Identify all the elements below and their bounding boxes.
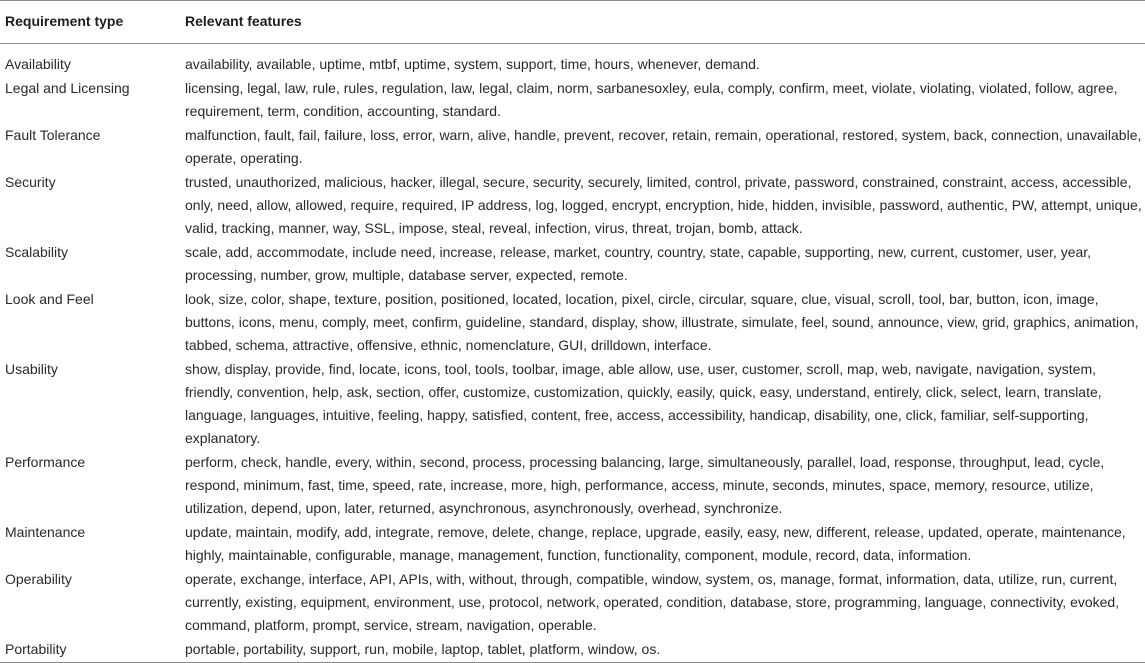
table-row — [0, 171, 1145, 241]
requirement-type-cell: Scalability — [5, 244, 69, 260]
table-row — [0, 568, 1145, 638]
requirement-type-cell: Security — [5, 174, 56, 190]
relevant-features-cell: look, size, color, shape, texture, position, positioned, located, location, pixel, circle, circular, square, clue, visual, scroll, tool, bar, button, icon, image, buttons, icons, menu, comply, meet, confirm, guideline, standard, display, show, illustrate, simulate, feel, sound, announce, view, grid, graphics, animation, tabbed, schema, attractive, offensive, ethnic, nomenclature, GUI, drilldown, interface. — [185, 291, 1139, 353]
requirement-type-cell: Maintenance — [5, 524, 86, 540]
relevant-features-cell: portable, portability, support, run, mobile, laptop, tablet, platform, window, os. — [184, 638, 1145, 663]
requirement-type-cell: Usability — [5, 361, 58, 377]
relevant-features-cell: malfunction, fault, fail, failure, loss, error, warn, alive, handle, prevent, recover, retain, remain, operational, restored, system, back, connection, unavailable, operate, operating. — [185, 127, 1142, 166]
requirement-type-cell: Portability — [0, 638, 184, 663]
requirement-type-cell: Operability — [5, 571, 72, 587]
relevant-features-cell: scale, add, accommodate, include need, increase, release, market, country, country, state, capable, supporting, new, current, customer, user, year, processing, number, grow, multiple, database server, expected, remote. — [185, 244, 1092, 283]
table-header — [0, 1, 1145, 44]
relevant-features-cell: operate, exchange, interface, API, APIs, with, without, through, compatible, window, system, os, manage, format, information, data, utilize, run, current, currently, existing, equipment, environment, use, protocol, network, operated, condition, database, store, programming, language, connectivity, evoked, command, platform, prompt, service, stream, navigation, operable. — [185, 571, 1120, 633]
relevant-features-cell: availability, available, uptime, mtbf, uptime, system, support, time, hours, whenever, demand. — [185, 56, 760, 72]
table-row — [0, 77, 1145, 124]
header-row — [0, 1, 1145, 44]
relevant-features-cell: licensing, legal, law, rule, rules, regulation, law, legal, claim, norm, sarbanesoxley, eula, comply, confirm, meet, violate, violating, violated, follow, agree, requirement, term, condition, accounting, standard. — [185, 80, 1118, 119]
relevant-features-cell: update, maintain, modify, add, integrate, remove, delete, change, replace, upgrade, easily, easy, new, different, release, updated, operate, maintenance, highly, maintainable, configurable, manage, management, function, functionality, component, module, record, data, information. — [185, 524, 1126, 563]
requirement-type-cell: Fault Tolerance — [5, 127, 101, 143]
requirement-type-cell: Performance — [5, 454, 86, 470]
table-row — [0, 451, 1145, 521]
requirement-type-cell: Legal and Licensing — [5, 80, 130, 96]
table-row — [0, 521, 1145, 568]
requirement-type-cell: Look and Feel — [5, 291, 94, 307]
header-requirement-type: Requirement type — [0, 1, 184, 44]
table-row — [0, 638, 1145, 663]
relevant-features-cell: trusted, unauthorized, malicious, hacker, illegal, secure, security, securely, limited, control, private, password, constrained, constraint, access, accessible, only, need, allow, allowed, require, required, IP address, log, logged, encrypt, encryption, hide, hidden, invisible, password, authentic, PW, attempt, unique, valid, tracking, manner, way, SSL, impose, steal, reveal, infection, virus, threat, trojan, bomb, attack. — [185, 174, 1142, 236]
table-row — [0, 241, 1145, 288]
header-relevant-features: Relevant features — [184, 1, 1145, 44]
table-row — [0, 44, 1145, 78]
relevant-features-cell: perform, check, handle, every, within, second, process, processing balancing, large, simultaneously, parallel, load, response, throughput, lead, cycle, respond, minimum, fast, time, speed, rate, increase, more, high, performance, access, minute, seconds, minutes, space, memory, resource, utilize, utilization, depend, upon, later, returned, asynchronous, asynchronously, overhead, synchronize. — [185, 454, 1105, 516]
relevant-features-cell: show, display, provide, find, locate, icons, tool, tools, toolbar, image, able allow, use, user, customer, scroll, map, web, navigate, navigation, system, friendly, convention, help, ask, section, offer, customize, customization, quickly, easily, quick, easy, understand, entirely, click, select, learn, translate, language, languages, intuitive, feeling, happy, satisfied, content, free, access, accessibility, handicap, disability, one, click, familiar, self-supporting, explanatory. — [185, 361, 1102, 446]
table-row — [0, 358, 1145, 451]
requirement-type-cell: Availability — [5, 56, 71, 72]
table-body — [0, 44, 1145, 663]
table-row — [0, 124, 1145, 171]
table-row — [0, 288, 1145, 358]
